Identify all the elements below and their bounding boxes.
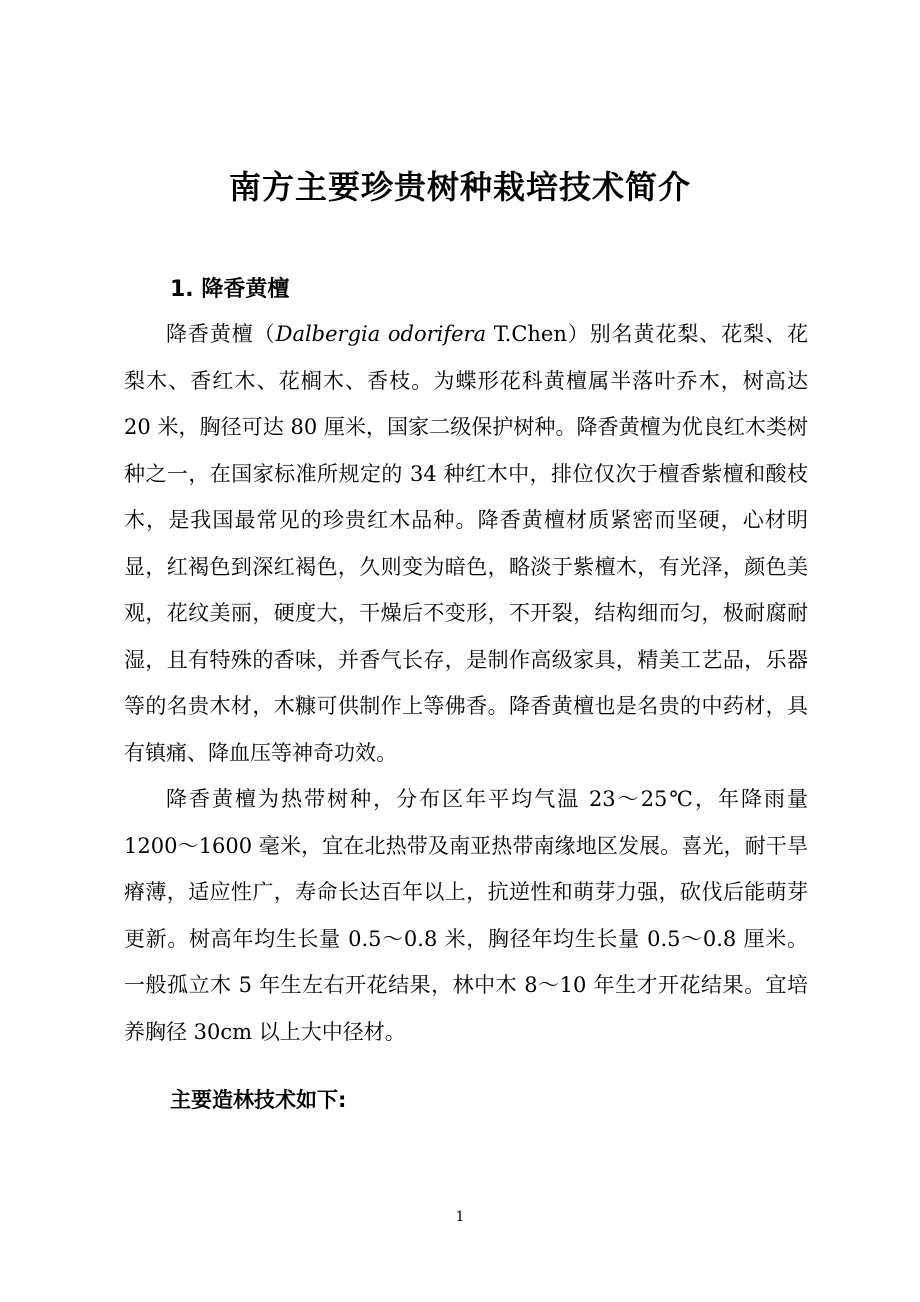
page-number: 1 (455, 1209, 465, 1225)
body-text (124, 311, 808, 1055)
species-latin-name: Dalbergia odorifera (275, 322, 487, 346)
paragraph-1-lead: 降香黄檀（ (166, 322, 276, 346)
paragraph-1-text: T.Chen）别名黄花梨、花梨、花梨木、香红木、花榈木、香枝。为蝶形花科黄檀属半落叶乔木，树高达 20 米，胸径可达 80 厘米，国家二级保护树种。降香黄檀为优良红木类树种之一，在国家标准所规定的 34 种红木中，排位仅次于檀香紫檀和酸枝木，是我国最常见的珍贵红木品种。降香黄檀材质紧密而坚硬，心材明显，红褐色到深红褐色，久则变为暗色，略淡于紫檀木，有光泽，颜色美观，花纹美丽，硬度大，干燥后不变形，不开裂，结构细而匀，极耐腐耐湿，且有特殊的香味，并香气长存，是制作高级家具，精美工艺品，乐器等的名贵木材，木糠可供制作上等佛香。降香黄檀也是名贵的中药材，具有镇痛、降血压等神奇功效。 (124, 322, 808, 765)
section-heading: 1. 降香黄檀 (170, 277, 290, 302)
document-title: 南方主要珍贵树种栽培技术简介 (228, 168, 691, 206)
subheading: 主要造林技术如下: (170, 1088, 347, 1112)
paragraph-1 (124, 311, 808, 776)
paragraph-2: 降香黄檀为热带树种，分布区年平均气温 23～25℃，年降雨量 1200～1600 毫米，宜在北热带及南亚热带南缘地区发展。喜光，耐干旱瘠薄，适应性广，寿命长达百年以上，抗逆性和萌芽力强，砍伐后能萌芽更新。树高年均生长量 0.5～0.8 米，胸径年均生长量 0.5～0.8 厘米。一般孤立木 5 年生左右开花结果，林中木 8～10 年生才开花结果。宜培养胸径 30cm 以上大中径材。 (124, 787, 808, 1044)
